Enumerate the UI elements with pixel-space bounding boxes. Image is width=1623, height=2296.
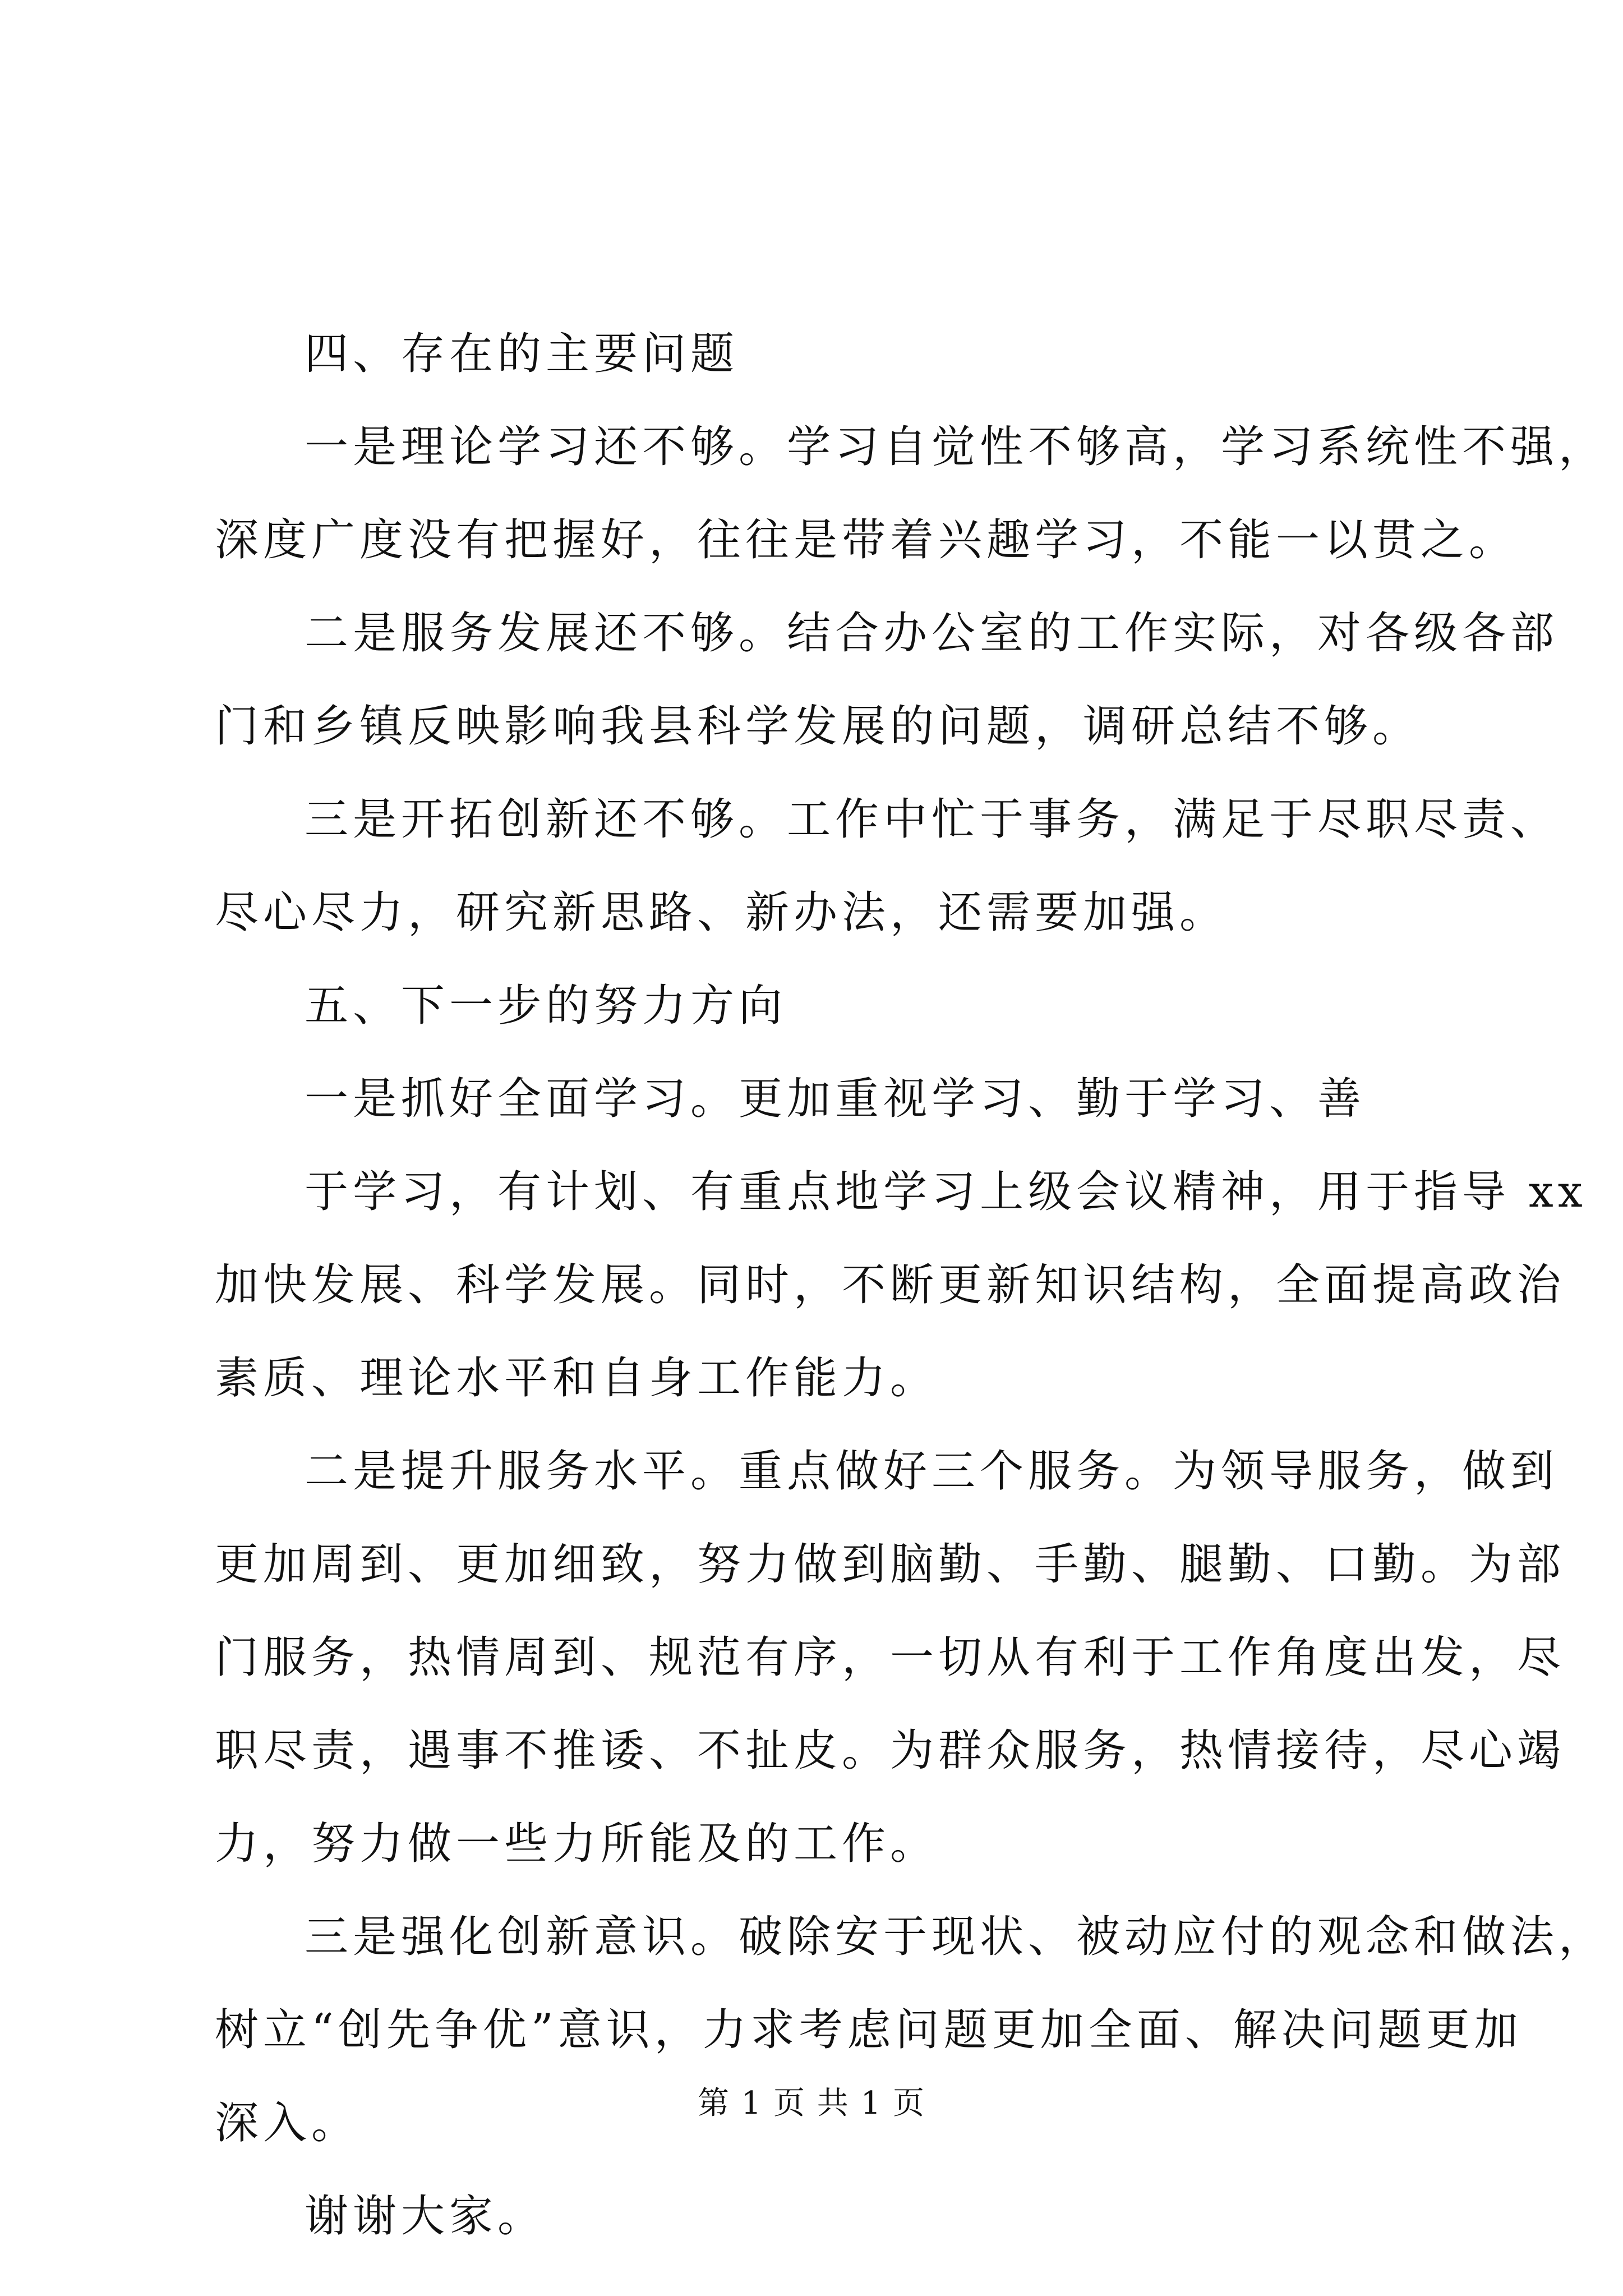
paragraph-line: 二是服务发展还不够。结合办公室的工作实际，对各级各部: [305, 608, 1559, 659]
paragraph-line: 加快发展、科学发展。同时，不断更新知识结构，全面提高政治: [215, 1260, 1566, 1310]
paragraph-line: 深度广度没有把握好，往往是带着兴趣学习，不能一以贯之。: [215, 515, 1518, 565]
paragraph-line: 门和乡镇反映影响我县科学发展的问题，调研总结不够。: [215, 701, 1421, 752]
paragraph-line: 一是抓好全面学习。更加重视学习、勤于学习、善: [305, 1074, 1366, 1124]
section-heading-problems: 四、存在的主要问题: [305, 329, 739, 379]
paragraph-line: 素质、理论水平和自身工作能力。: [215, 1353, 939, 1404]
paragraph-line: 更加周到、更加细致，努力做到脑勤、手勤、腿勤、口勤。为部: [215, 1539, 1566, 1590]
paragraph-line: 门服务，热情周到、规范有序，一切从有利于工作角度出发，尽: [215, 1632, 1566, 1683]
paragraph-line: 力，努力做一些力所能及的工作。: [215, 1819, 939, 1869]
page-footer: 第 1 页 共 1 页: [697, 2085, 926, 2122]
paragraph-line: 职尽责，遇事不推诿、不扯皮。为群众服务，热情接待，尽心竭: [215, 1726, 1566, 1776]
paragraph-line: 二是提升服务水平。重点做好三个服务。为领导服务，做到: [305, 1446, 1559, 1497]
section-heading-direction: 五、下一步的努力方向: [305, 981, 787, 1031]
document-body: [215, 307, 1607, 2263]
paragraph-line: 树立“创先争优”意识，力求考虑问题更加全面、解决问题更加: [215, 2005, 1523, 2055]
paragraph-line: 尽心尽力，研究新思路、新办法，还需要加强。: [215, 887, 1228, 938]
paragraph-line: 三是强化创新意识。破除安于现状、被动应付的观念和做法，: [305, 1912, 1607, 1962]
paragraph-line: 于学习，有计划、有重点地学习上级会议精神，用于指导 xx: [305, 1167, 1587, 1217]
paragraph-line: 深入。: [215, 2098, 360, 2148]
closing-line: 谢谢大家。: [305, 2191, 546, 2242]
paragraph-line: 三是开拓创新还不够。工作中忙于事务，满足于尽职尽责、: [305, 794, 1559, 845]
paragraph-line: 一是理论学习还不够。学习自觉性不够高，学习系统性不强，: [305, 422, 1607, 472]
